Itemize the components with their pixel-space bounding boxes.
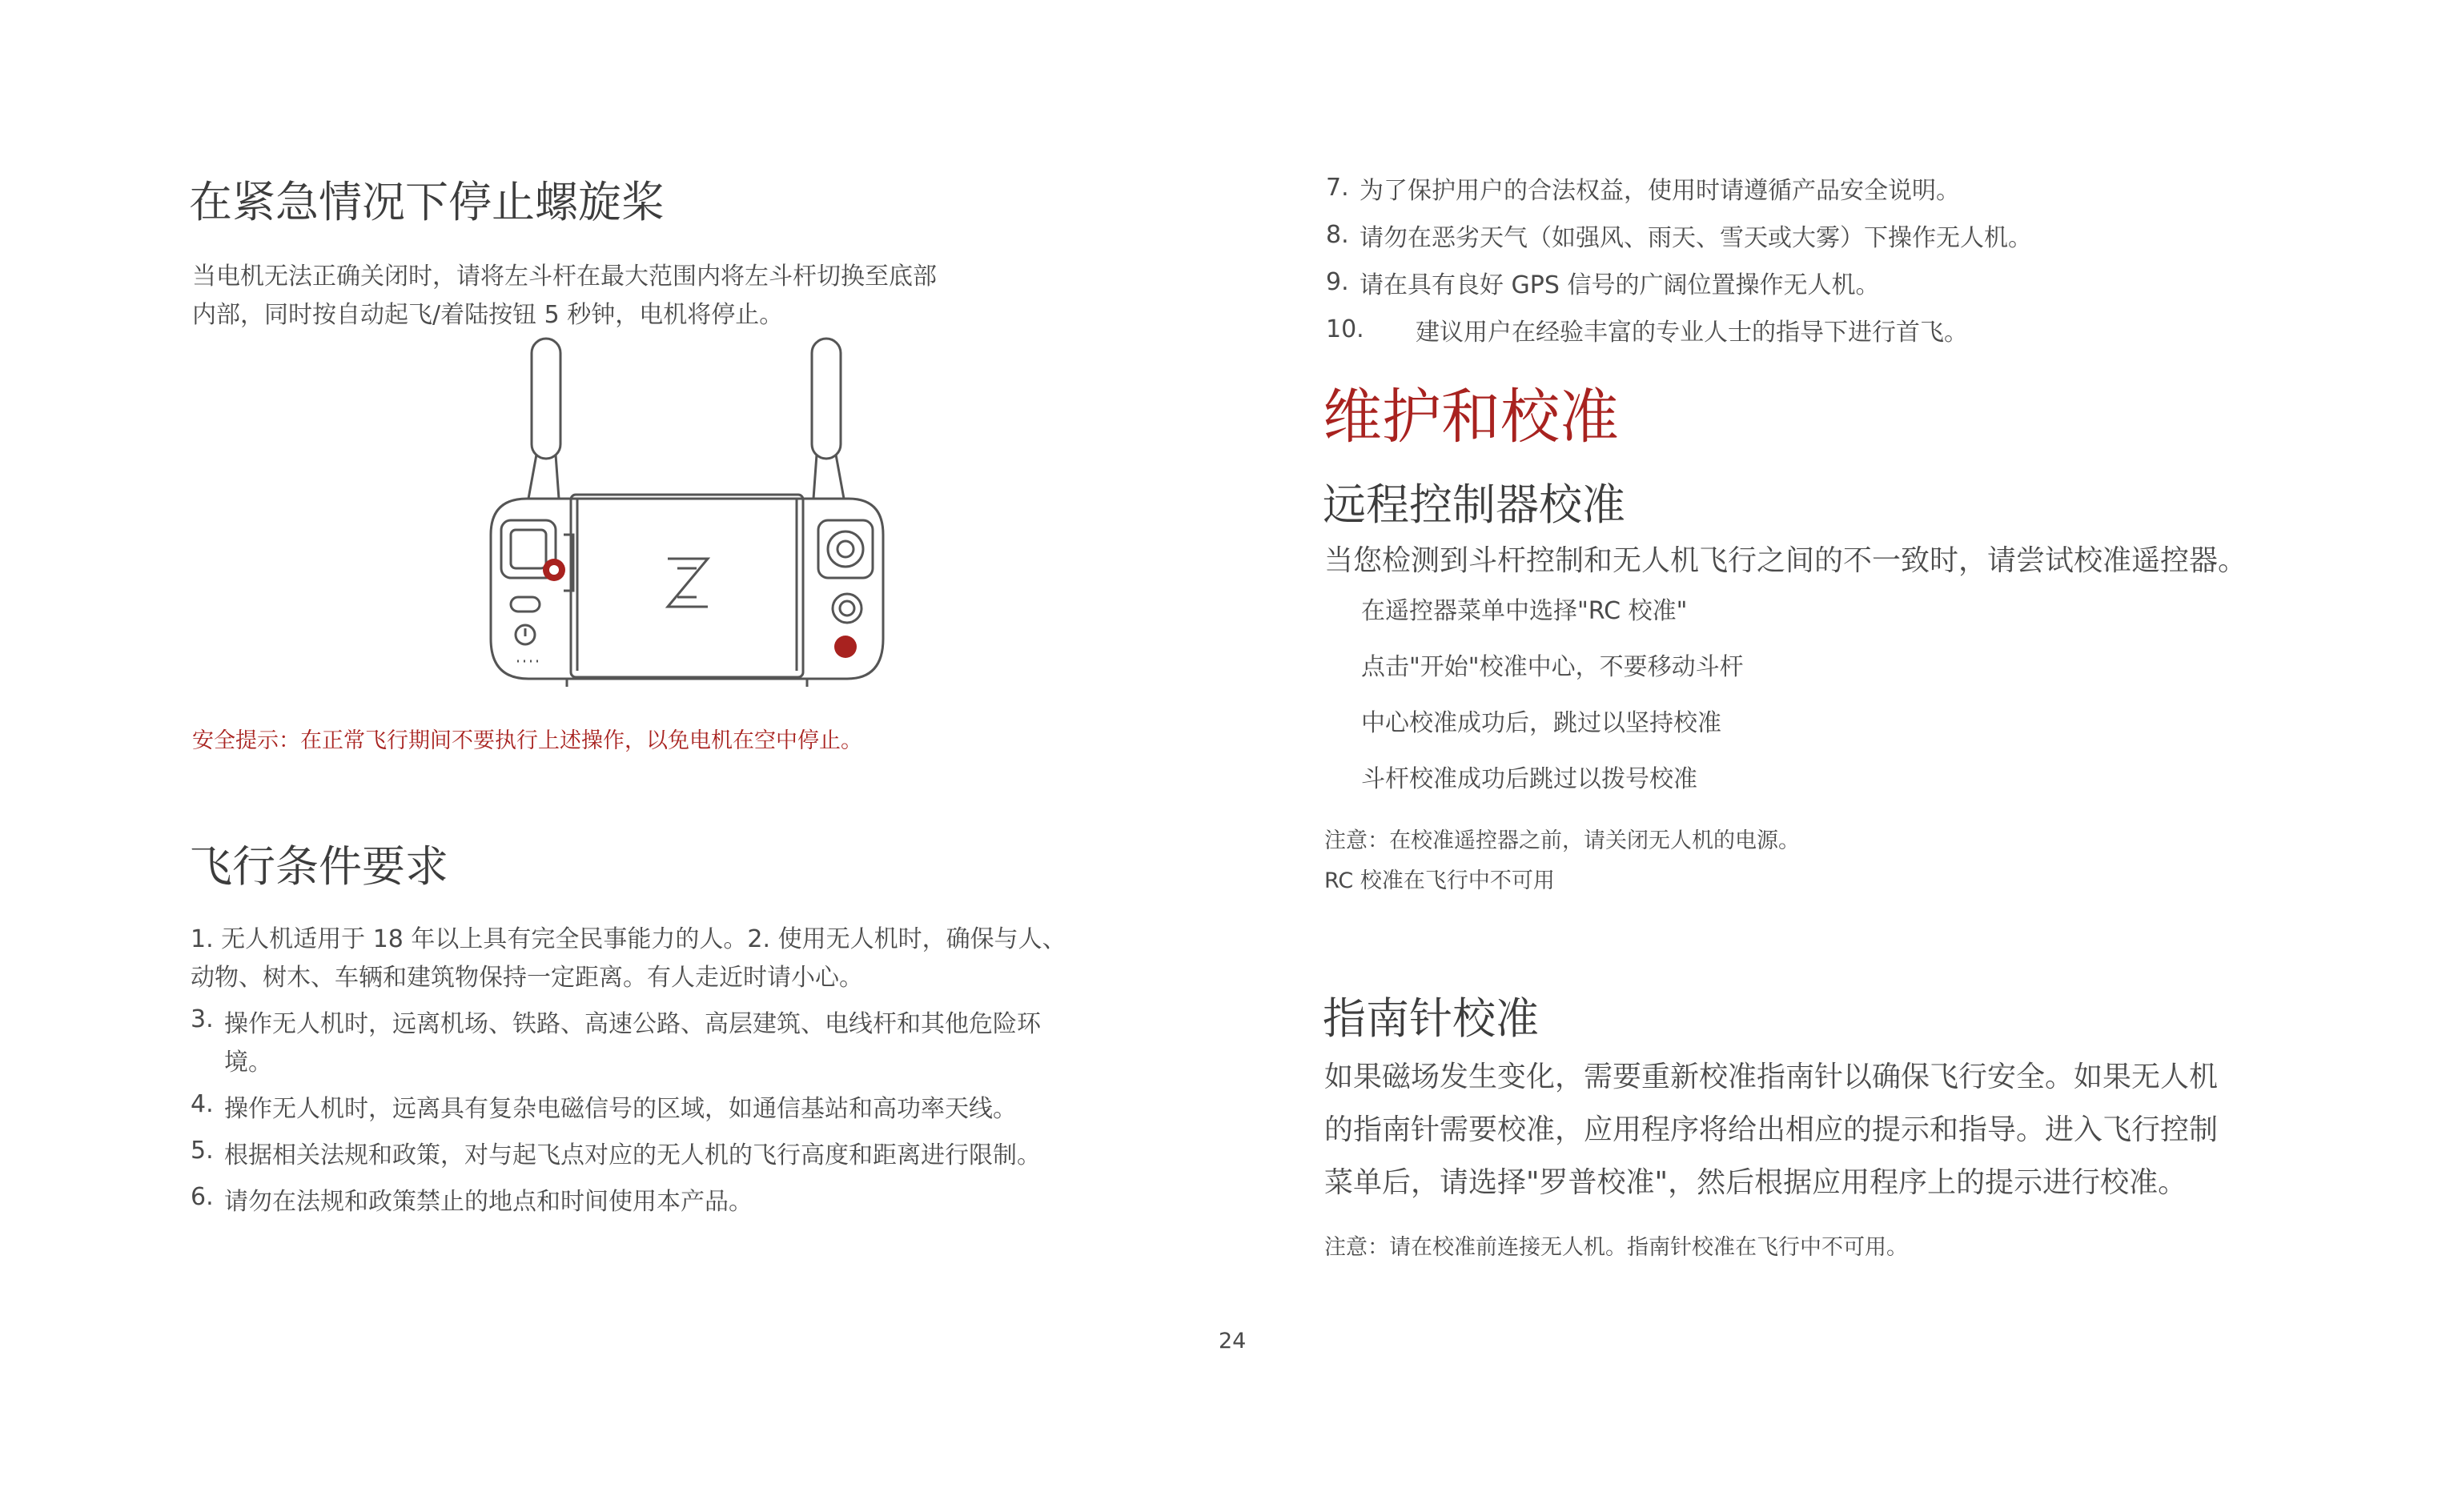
list-item-text: 请勿在恶劣天气（如强风、雨天、雪天或大雾）下操作无人机。 bbox=[1360, 223, 2032, 252]
compass-text-line-1: 如果磁场发生变化，需要重新校准指南针以确保飞行安全。如果无人机 bbox=[1324, 1061, 2219, 1093]
step-item: 在遥控器菜单中选择"RC 校准" bbox=[1361, 597, 1688, 625]
list-item-text: 1. 无人机适用于 18 年以上具有完全民事能力的人。2. 使用无人机时，确保与人、动物、树木、车辆和建筑物保持一定距离。有人走近时请小心。 bbox=[191, 925, 1066, 992]
list-item-number: 9. bbox=[1326, 268, 1349, 296]
list-item-text: 建议用户在经验丰富的专业人士的指导下进行首飞。 bbox=[1416, 318, 1968, 347]
step-item: 点击"开始"校准中心，不要移动斗杆 bbox=[1361, 653, 1744, 681]
list-item bbox=[191, 1090, 1087, 1129]
list-item-number: 4. bbox=[191, 1090, 214, 1118]
compass-note: 注意：请在校准前连接无人机。指南针校准在飞行中不可用。 bbox=[1324, 1235, 1908, 1260]
list-item-number: 7. bbox=[1326, 174, 1349, 202]
stop-text-line-1: 当电机无法正确关闭时，请将左斗杆在最大范围内将左斗杆切换至底部 bbox=[192, 263, 937, 291]
maintenance-title: 维护和校准 bbox=[1323, 383, 1619, 451]
step-item: 中心校准成功后，跳过以坚持校准 bbox=[1361, 709, 1721, 737]
list-item-text: 为了保护用户的合法权益，使用时请遵循产品安全说明。 bbox=[1360, 176, 1960, 205]
rc-calibration-title: 远程控制器校准 bbox=[1323, 479, 1625, 530]
stop-propellers-title: 在紧急情况下停止螺旋桨 bbox=[189, 177, 665, 227]
list-item-number: 6. bbox=[191, 1183, 214, 1211]
list-item-number: 10. bbox=[1326, 315, 1364, 343]
remote-controller-illustration bbox=[479, 335, 897, 687]
safety-tip: 安全提示：在正常飞行期间不要执行上述操作，以免电机在空中停止。 bbox=[192, 728, 862, 753]
flight-conditions-list bbox=[191, 920, 1087, 1229]
list-item bbox=[1326, 211, 2032, 259]
list-item bbox=[191, 920, 1087, 997]
list-item-number: 5. bbox=[191, 1137, 214, 1165]
compass-text-line-2: 的指南针需要校准，应用程序将给出相应的提示和指导。进入飞行控制 bbox=[1324, 1113, 2219, 1146]
compass-calibration-title: 指南针校准 bbox=[1323, 993, 1539, 1044]
compass-text-line-3: 菜单后，请选择"罗普校准"，然后根据应用程序上的提示进行校准。 bbox=[1324, 1166, 2187, 1199]
list-item-text: 请勿在法规和政策禁止的地点和时间使用本产品。 bbox=[224, 1188, 753, 1216]
list-item-number: 3. bbox=[191, 1005, 214, 1033]
list-item bbox=[1326, 306, 2032, 353]
rc-calibration-steps bbox=[1361, 580, 1744, 804]
stop-text-line-2: 内部，同时按自动起飞/着陆按钮 5 秒钟，电机将停止。 bbox=[192, 301, 784, 329]
list-item-text: 操作无人机时，远离机场、铁路、高速公路、高层建筑、电线杆和其他危险环境。 bbox=[224, 1010, 1041, 1077]
rc-note-2: RC 校准在飞行中不可用 bbox=[1324, 868, 1555, 893]
list-item bbox=[191, 1183, 1087, 1221]
flight-conditions-list-continued bbox=[1326, 164, 2032, 353]
flight-conditions-title: 飞行条件要求 bbox=[189, 841, 448, 892]
list-item-text: 操作无人机时，远离具有复杂电磁信号的区域，如通信基站和高功率天线。 bbox=[224, 1095, 1017, 1123]
list-item bbox=[1326, 164, 2032, 211]
list-item bbox=[191, 1137, 1087, 1175]
step-item: 斗杆校准成功后跳过以拨号校准 bbox=[1361, 765, 1697, 793]
page-number: 24 bbox=[1219, 1329, 1247, 1354]
rc-calibration-intro: 当您检测到斗杆控制和无人机飞行之间的不一致时，请尝试校准遥控器。 bbox=[1324, 544, 2247, 577]
list-item-text: 根据相关法规和政策，对与起飞点对应的无人机的飞行高度和距离进行限制。 bbox=[224, 1141, 1041, 1169]
list-item bbox=[191, 1005, 1087, 1082]
list-item bbox=[1326, 259, 2032, 306]
rc-note-1: 注意：在校准遥控器之前，请关闭无人机的电源。 bbox=[1324, 828, 1800, 853]
list-item-text: 请在具有良好 GPS 信号的广阔位置操作无人机。 bbox=[1360, 271, 1880, 299]
list-item-number: 8. bbox=[1326, 221, 1349, 249]
